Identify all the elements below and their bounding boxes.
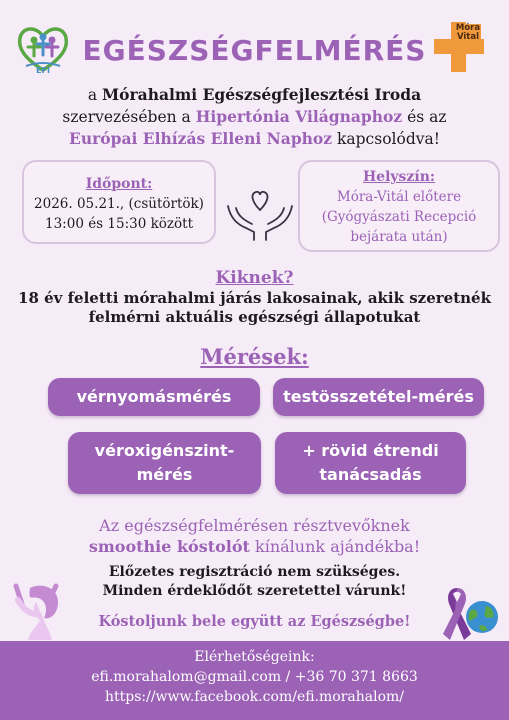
tagline: Kóstoljunk bele együtt az Egészségbe! [98, 613, 411, 630]
audience-line1: 18 év feletti mórahalmi járás lakosainak, akik szeretnék [18, 289, 491, 307]
smoothie-tasting: smoothie kóstolót [88, 537, 250, 556]
obesity-day: Európai Elhízás Elleni Naphoz [69, 129, 333, 148]
event-time: 13:00 és 15:30 között [45, 216, 193, 232]
location-box [298, 160, 500, 252]
location-line3: bejárata után) [350, 229, 448, 245]
measurement-body-composition [273, 378, 484, 416]
mora-vital-logo-line1: Móra [455, 23, 481, 33]
intro-part: kapcsolódva! [332, 130, 440, 148]
efi-logo-text: EFI [36, 66, 50, 75]
mora-vital-logo-line2: Vital [456, 32, 480, 42]
measurement-label-line2: mérés [136, 465, 193, 484]
hands-heart-icon [224, 186, 296, 242]
intro-part: és az [402, 108, 447, 126]
smoothie-line2: kínálunk ajándékba! [249, 537, 421, 556]
measurement-diet-advice [275, 432, 466, 494]
audience-text [10, 289, 499, 327]
measurement-label: testösszetétel-mérés [283, 387, 474, 406]
location-line2: (Gyógyászati Recepció [321, 209, 477, 225]
smoothie-line1: Az egészségfelmérésen résztvevőknek [99, 516, 410, 535]
measurement-label: + rövid étrendi [302, 441, 439, 460]
contact-facebook-link[interactable]: https://www.facebook.com/efi.morahalom/ [104, 689, 405, 705]
location-label: Helyszín: [362, 169, 436, 185]
location-line1: Móra-Vitál előtere [336, 189, 462, 205]
organizer-name: Mórahalmi Egészségfejlesztési Iroda [102, 85, 422, 104]
page-title: EGÉSZSÉGFELMÉRÉS [82, 34, 427, 67]
mora-vital-logo [434, 22, 484, 72]
hypertension-day: Hipertónia Világnaphoz [195, 107, 403, 126]
contact-footer [0, 641, 509, 720]
contact-email-phone[interactable]: efi.morahalom@gmail.com / +36 70 371 8663 [91, 669, 418, 685]
intro-part: a [87, 86, 102, 104]
contact-heading: Elérhetőségeink: [194, 649, 315, 665]
intro-part: szervezésében a [62, 108, 196, 126]
measurement-blood-oxygen [68, 432, 261, 494]
measurement-label: véroxigénszint- [94, 441, 235, 460]
audience-heading: Kiknek? [215, 268, 294, 288]
registration-line2: Minden érdeklődőt szeretettel várunk! [102, 583, 407, 599]
time-label: Időpont: [85, 176, 153, 192]
measurements-heading: Mérések: [200, 344, 309, 369]
woman-silhouette-icon [8, 580, 68, 642]
event-date: 2026. 05.21., (csütörtök) [34, 196, 204, 212]
measurement-label: vérnyomásmérés [76, 387, 232, 406]
time-box [22, 160, 216, 244]
audience-line2: felmérni aktuális egészségi állapotukat [88, 308, 421, 326]
intro-text [10, 84, 499, 150]
registration-line1: Előzetes regisztráció nem szükséges. [108, 564, 401, 580]
measurement-label-line2: tanácsadás [319, 465, 422, 484]
smoothie-offer [0, 515, 509, 557]
measurement-blood-pressure [48, 378, 260, 416]
registration-note [0, 563, 509, 601]
